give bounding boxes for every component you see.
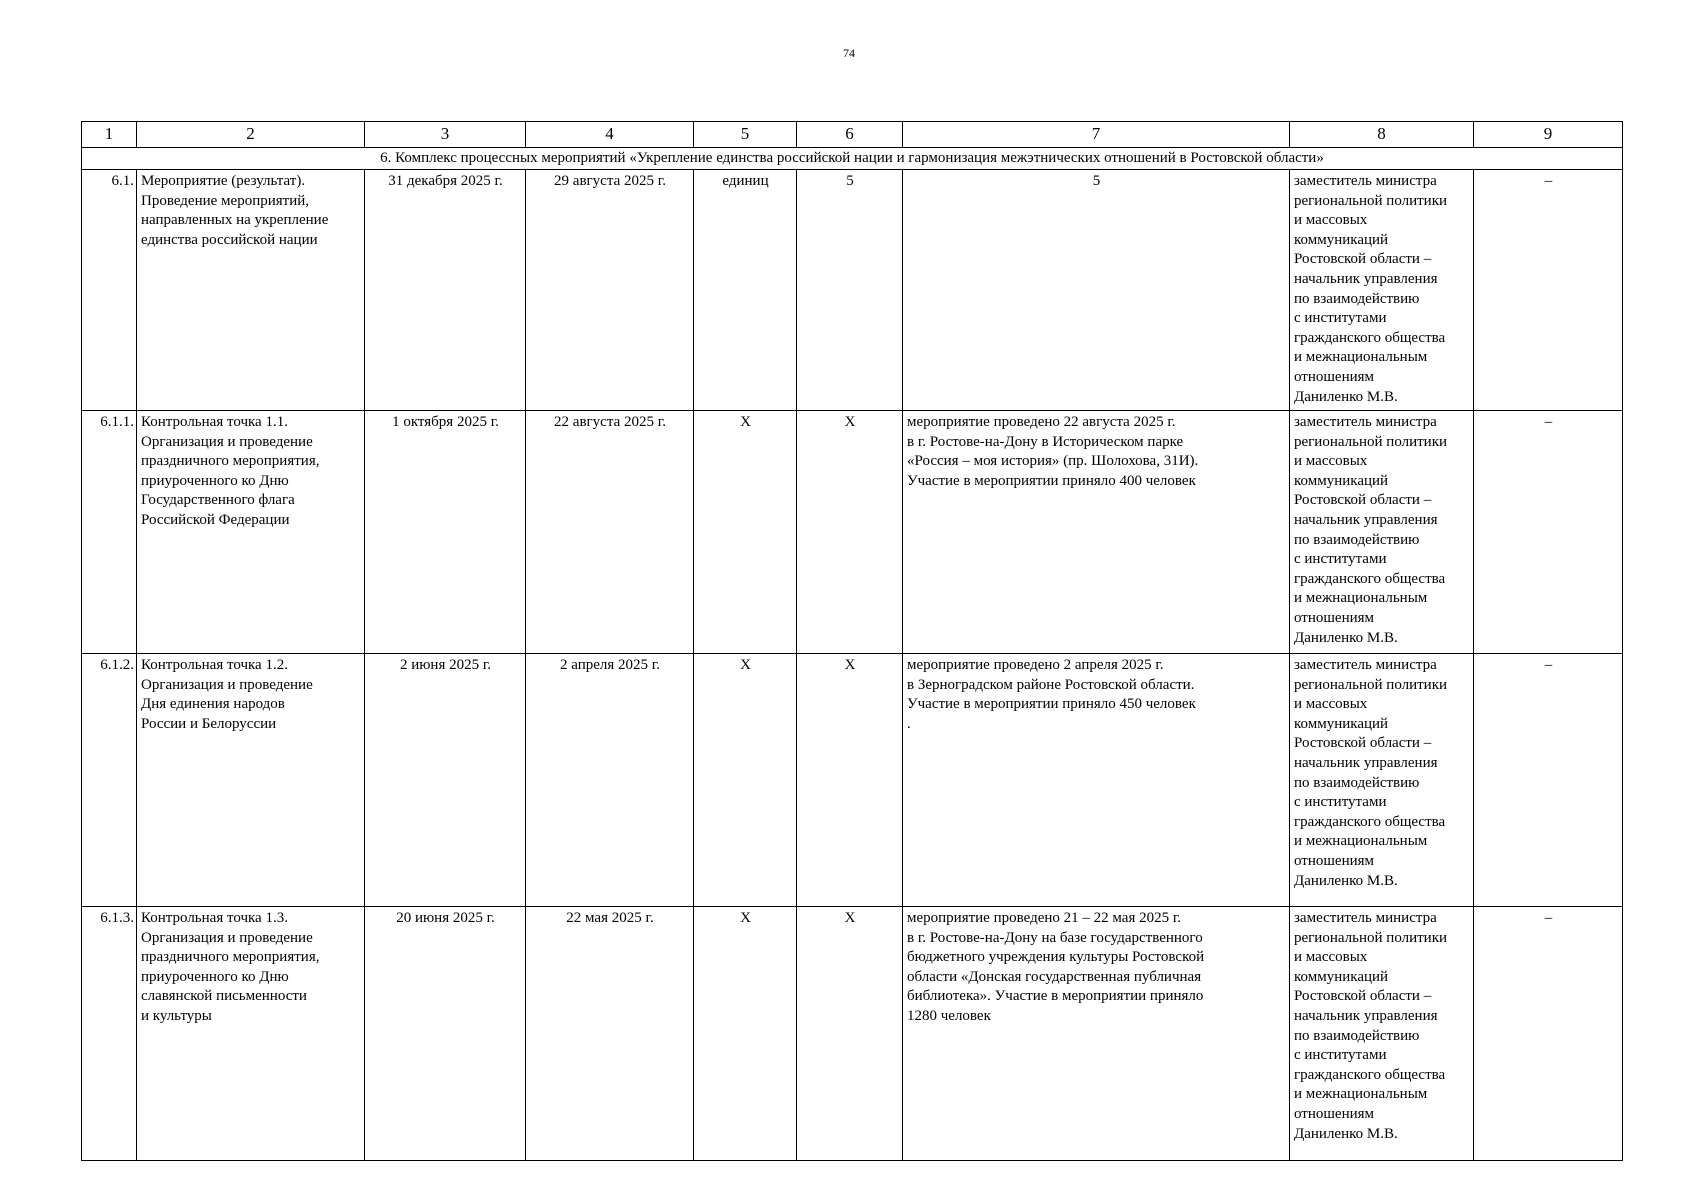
event-name-line: Организация и проведение	[141, 929, 313, 946]
result-description-line: .	[907, 715, 911, 732]
event-name-line: Мероприятие (результат).	[141, 173, 306, 189]
plan-value: Х	[797, 411, 903, 654]
event-name-line: Контрольная точка 1.2.	[141, 657, 288, 673]
responsible-person	[1290, 170, 1474, 411]
column-header-9: 9	[1474, 122, 1623, 148]
result-description-line: Участие в мероприятии приняло 400 человек	[907, 472, 1196, 489]
result-description	[903, 411, 1290, 654]
result-description-line: Участие в мероприятии приняло 450 человек	[907, 696, 1196, 713]
event-name-line: праздничного мероприятия,	[141, 949, 320, 966]
actual-date: 29 августа 2025 г.	[526, 170, 694, 411]
event-name-line: направленных на укрепление	[141, 212, 329, 229]
note: –	[1474, 654, 1623, 907]
responsible-person-line: коммуникаций	[1294, 715, 1389, 732]
result-description-line: мероприятие проведено 21 – 22 мая 2025 г.	[907, 910, 1182, 926]
plan-value: Х	[797, 654, 903, 907]
responsible-person-line: региональной политики	[1294, 929, 1448, 946]
row-number: 6.1.1.	[82, 411, 137, 654]
responsible-person-line: начальник управления	[1294, 270, 1438, 287]
responsible-person-line: и массовых	[1294, 949, 1368, 966]
responsible-person-line: заместитель министра	[1294, 657, 1437, 673]
responsible-person-line: с институтами	[1294, 551, 1387, 568]
column-header-4: 4	[526, 122, 694, 148]
table-row	[82, 654, 1623, 907]
result-description	[903, 170, 1290, 411]
responsible-person-line: гражданского общества	[1294, 1066, 1446, 1083]
responsible-person-line: с институтами	[1294, 310, 1387, 327]
table-row	[82, 907, 1623, 1161]
event-name	[137, 170, 365, 411]
report-table	[81, 121, 1623, 1161]
event-name-line: приуроченного ко Дню	[141, 472, 289, 489]
column-header-1: 1	[82, 122, 137, 148]
responsible-person-line: начальник управления	[1294, 754, 1438, 771]
responsible-person-line: отношениям	[1294, 368, 1375, 385]
page-number: 74	[843, 46, 855, 60]
responsible-person-line: начальник управления	[1294, 511, 1438, 528]
column-header-8: 8	[1290, 122, 1474, 148]
actual-date: 22 августа 2025 г.	[526, 411, 694, 654]
responsible-person	[1290, 411, 1474, 654]
responsible-person-line: Ростовской области –	[1294, 251, 1432, 268]
result-description-line: «Россия – моя история» (пр. Шолохова, 31И).	[907, 453, 1199, 470]
responsible-person-line: региональной политики	[1294, 192, 1448, 209]
event-name-line: Государственного флага	[141, 492, 295, 509]
responsible-person-line: и массовых	[1294, 696, 1368, 713]
responsible-person	[1290, 654, 1474, 907]
responsible-person-line: Даниленко М.В.	[1294, 629, 1398, 646]
plan-value: 5	[797, 170, 903, 411]
event-name-line: праздничного мероприятия,	[141, 453, 320, 470]
plan-value: Х	[797, 907, 903, 1161]
responsible-person-line: заместитель министра	[1294, 414, 1437, 430]
event-name	[137, 654, 365, 907]
responsible-person-line: Даниленко М.В.	[1294, 872, 1398, 889]
responsible-person	[1290, 907, 1474, 1161]
event-name-line: славянской письменности	[141, 988, 307, 1005]
responsible-person-line: гражданского общества	[1294, 570, 1446, 587]
responsible-person-line: региональной политики	[1294, 433, 1448, 450]
responsible-person-line: с институтами	[1294, 1047, 1387, 1064]
responsible-person-line: по взаимодействию	[1294, 531, 1420, 548]
responsible-person-line: и межнациональным	[1294, 833, 1428, 850]
unit: Х	[694, 411, 797, 654]
event-name-line: Организация и проведение	[141, 676, 313, 693]
planned-date: 31 декабря 2025 г.	[365, 170, 526, 411]
note: –	[1474, 411, 1623, 654]
result-description-line: в г. Ростове-на-Дону на базе государственного	[907, 929, 1203, 946]
event-name	[137, 907, 365, 1161]
result-description-line: 1280 человек	[907, 1007, 991, 1024]
responsible-person-line: гражданского общества	[1294, 329, 1446, 346]
note: –	[1474, 907, 1623, 1161]
responsible-person-line: Ростовской области –	[1294, 492, 1432, 509]
event-name	[137, 411, 365, 654]
result-description	[903, 907, 1290, 1161]
result-description-line: мероприятие проведено 2 апреля 2025 г.	[907, 657, 1164, 673]
table-row	[82, 170, 1623, 411]
event-name-line: Контрольная точка 1.1.	[141, 414, 288, 430]
responsible-person-line: по взаимодействию	[1294, 1027, 1420, 1044]
planned-date: 1 октября 2025 г.	[365, 411, 526, 654]
column-header-6: 6	[797, 122, 903, 148]
event-name-line: Организация и проведение	[141, 433, 313, 450]
responsible-person-line: коммуникаций	[1294, 472, 1389, 489]
event-name-line: Дня единения народов	[141, 696, 285, 713]
planned-date: 2 июня 2025 г.	[365, 654, 526, 907]
note: –	[1474, 170, 1623, 411]
responsible-person-line: по взаимодействию	[1294, 774, 1420, 791]
result-description-line: мероприятие проведено 22 августа 2025 г.	[907, 414, 1176, 430]
planned-date: 20 июня 2025 г.	[365, 907, 526, 1161]
responsible-person-line: начальник управления	[1294, 1007, 1438, 1024]
responsible-person-line: региональной политики	[1294, 676, 1448, 693]
responsible-person-line: Ростовской области –	[1294, 735, 1432, 752]
event-name-line: и культуры	[141, 1007, 212, 1024]
row-number: 6.1.3.	[82, 907, 137, 1161]
event-name-line: Контрольная точка 1.3.	[141, 910, 288, 926]
result-description-line: 5	[1092, 173, 1101, 189]
unit: Х	[694, 654, 797, 907]
row-number: 6.1.2.	[82, 654, 137, 907]
column-header-2: 2	[137, 122, 365, 148]
column-header-7: 7	[903, 122, 1290, 148]
responsible-person-line: и межнациональным	[1294, 1086, 1428, 1103]
responsible-person-line: заместитель министра	[1294, 173, 1437, 189]
event-name-line: Проведение мероприятий,	[141, 192, 310, 209]
actual-date: 22 мая 2025 г.	[526, 907, 694, 1161]
responsible-person-line: по взаимодействию	[1294, 290, 1420, 307]
row-number: 6.1.	[82, 170, 137, 411]
responsible-person-line: Ростовской области –	[1294, 988, 1432, 1005]
event-name-line: России и Белоруссии	[141, 715, 277, 732]
responsible-person-line: и межнациональным	[1294, 590, 1428, 607]
event-name-line: единства российской нации	[141, 231, 318, 248]
section-title: 6. Комплекс процессных мероприятий «Укрепление единства российской нации и гармонизация межэтнических отношений в Ростовской области»	[82, 148, 1623, 170]
column-header-3: 3	[365, 122, 526, 148]
result-description	[903, 654, 1290, 907]
column-header-5: 5	[694, 122, 797, 148]
responsible-person-line: Даниленко М.В.	[1294, 388, 1398, 405]
responsible-person-line: коммуникаций	[1294, 231, 1389, 248]
result-description-line: области «Донская государственная публичная	[907, 968, 1202, 985]
responsible-person-line: и межнациональным	[1294, 349, 1428, 366]
section-row	[82, 148, 1623, 170]
responsible-person-line: с институтами	[1294, 794, 1387, 811]
result-description-line: бюджетного учреждения культуры Ростовской	[907, 949, 1205, 966]
event-name-line: Российской Федерации	[141, 511, 290, 528]
responsible-person-line: отношениям	[1294, 609, 1375, 626]
responsible-person-line: отношениям	[1294, 852, 1375, 869]
responsible-person-line: Даниленко М.В.	[1294, 1125, 1398, 1142]
responsible-person-line: и массовых	[1294, 212, 1368, 229]
unit: единиц	[694, 170, 797, 411]
actual-date: 2 апреля 2025 г.	[526, 654, 694, 907]
column-number-row	[82, 122, 1623, 148]
result-description-line: в Зерноградском районе Ростовской области.	[907, 676, 1195, 693]
result-description-line: в г. Ростове-на-Дону в Историческом парке	[907, 433, 1184, 450]
unit: Х	[694, 907, 797, 1161]
table-row	[82, 411, 1623, 654]
event-name-line: приуроченного ко Дню	[141, 968, 289, 985]
responsible-person-line: отношениям	[1294, 1105, 1375, 1122]
result-description-line: библиотека». Участие в мероприятии приняло	[907, 988, 1204, 1005]
responsible-person-line: и массовых	[1294, 453, 1368, 470]
responsible-person-line: заместитель министра	[1294, 910, 1437, 926]
responsible-person-line: коммуникаций	[1294, 968, 1389, 985]
responsible-person-line: гражданского общества	[1294, 813, 1446, 830]
